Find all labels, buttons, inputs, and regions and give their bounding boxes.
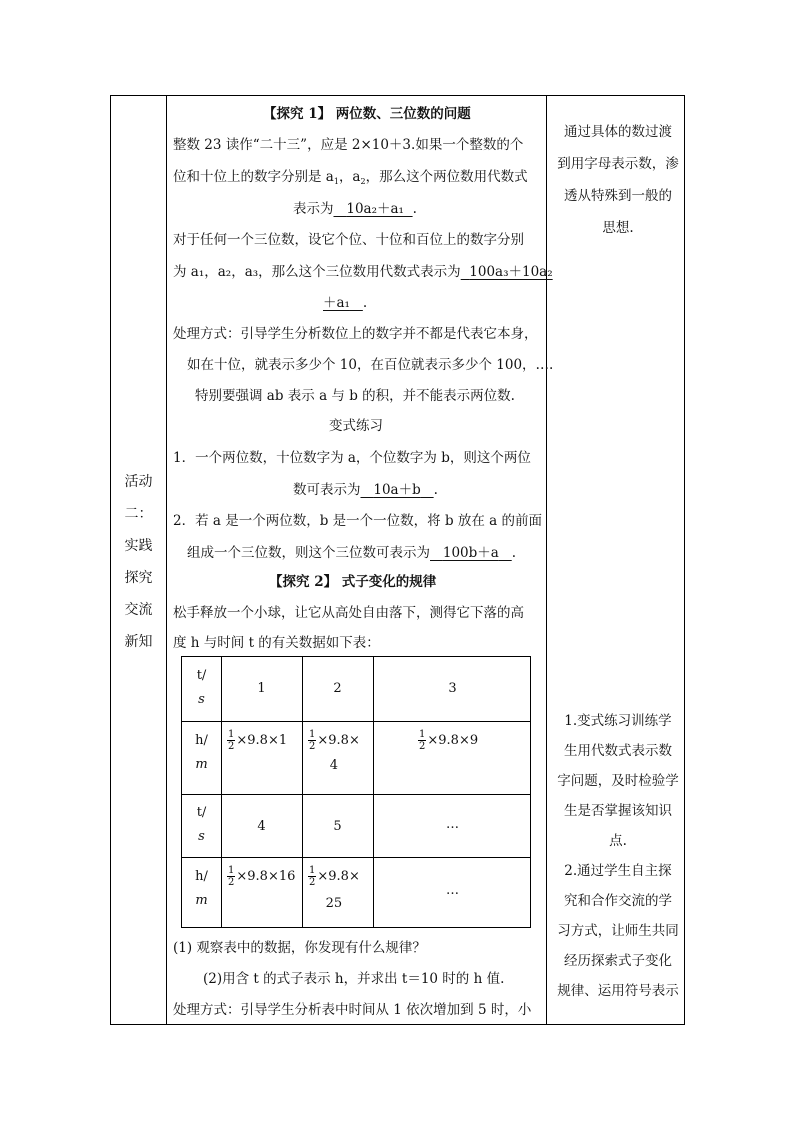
section-title: 变式练习: [329, 418, 383, 434]
row-header-t: [182, 801, 221, 849]
column-divider: [546, 96, 547, 1024]
table-cell: 2: [333, 681, 342, 696]
table-cell: …: [446, 883, 459, 898]
paragraph-line: 位和十位上的数字分别是 $a_1$，$a_2$，那么这个两位数用代数式: [173, 169, 528, 186]
note-line: 字问题，及时检验学: [557, 773, 679, 789]
expr: ×9.8×16: [236, 869, 296, 884]
activity-label-line: 实践: [124, 538, 153, 554]
answer-blank: [430, 545, 512, 561]
answer-blank: [334, 201, 413, 217]
activity-label: [111, 466, 166, 658]
text: 组成一个三位数，则这个三位数可表示为: [187, 545, 430, 561]
expr-cont: 4: [329, 758, 339, 773]
table-cell: [418, 729, 478, 752]
note-line: 通过具体的数过渡: [564, 124, 672, 140]
fraction-half: [418, 729, 426, 752]
expr: ×9.8×9: [427, 733, 479, 748]
unit: s: [198, 692, 205, 707]
denominator: 2: [309, 741, 316, 752]
paragraph-line: 处理方式：引导学生分析数位上的数字并不都是代表它本身，: [173, 326, 538, 342]
exercise-line: 2．若 a 是一个两位数，b 是一个一位数，将 b 放在 a 的前面: [173, 513, 543, 529]
exercise-line: 1．一个两位数，十位数字为 a，个位数字为 b，则这个两位: [173, 450, 531, 466]
answer-text: ＋a₁: [323, 295, 350, 311]
table-divider: [182, 794, 530, 795]
activity-label-line: 二：: [124, 506, 153, 522]
table-cell: [227, 729, 287, 752]
table-cell: 1: [257, 681, 266, 696]
text: .: [433, 482, 438, 498]
activity-label-line: 新知: [124, 634, 153, 650]
numerator: 1: [419, 729, 426, 740]
row-header-h: [182, 729, 221, 777]
answer-blank: [323, 295, 363, 311]
question-line: (1) 观察表中的数据，你发现有什么规律？: [173, 940, 426, 956]
text: 为 a₁，a₂，a₃，那么这个三位数用代数式表示为: [173, 264, 461, 280]
numerator: 1: [228, 729, 235, 740]
expr: ×9.8×1: [236, 733, 288, 748]
table-cell: 5: [333, 819, 342, 834]
activity-label-line: 交流: [124, 602, 153, 618]
exercise-line: [187, 543, 516, 563]
paragraph-line: [293, 199, 417, 219]
explore2-title: 【探究 2】 式子变化的规律: [269, 574, 437, 590]
fraction-half: [308, 865, 316, 888]
unit: m: [195, 893, 208, 908]
answer-text: 10a₂＋a₁: [346, 201, 404, 217]
paragraph-line: [173, 262, 553, 282]
answer-text: 100a₃＋10a₂: [469, 264, 553, 280]
expr: ×9.8×: [317, 869, 360, 884]
note-line: 规律、运用符号表示: [557, 983, 679, 999]
paragraph-line: 对于任何一个三位数，设它个位、十位和百位上的数字分别: [173, 232, 524, 248]
answer-text: 10a＋b: [373, 482, 421, 498]
note-line: 到用字母表示数，渗: [557, 156, 679, 172]
label: h/: [195, 733, 208, 748]
table-cell: [308, 729, 360, 773]
row-header-t: [182, 664, 221, 712]
text: ，那么这个两位数用代数式: [365, 169, 528, 185]
intent-note-1: [554, 116, 682, 244]
unit: s: [198, 829, 205, 844]
table-cell: …: [446, 817, 459, 832]
denominator: 2: [419, 741, 426, 752]
paragraph-line: 松手释放一个小球，让它从高处自由落下，测得它下落的高: [173, 605, 524, 621]
note-line: 思想.: [602, 220, 634, 236]
numerator: 1: [309, 729, 316, 740]
table-cell: 4: [257, 819, 266, 834]
paragraph-line: 如在十位，就表示多少个 10，在百位就表示多少个 100，….: [187, 357, 554, 373]
content-column: [173, 96, 554, 1024]
numerator: 1: [309, 865, 316, 876]
note-line: 经历探索式子变化: [564, 953, 672, 969]
denominator: 2: [309, 877, 316, 888]
paragraph-line: 特别要强调 ab 表示 a 与 b 的积，并不能表示两位数.: [195, 388, 515, 404]
text: .: [362, 295, 368, 311]
fraction-half: [308, 729, 316, 752]
label: t/: [196, 805, 207, 820]
activity-column: [111, 96, 166, 1024]
note-line: 生是否掌握该知识: [564, 803, 672, 819]
numerator: 1: [228, 865, 235, 876]
fall-data-table: [181, 656, 531, 928]
table-divider: [182, 721, 530, 722]
note-line: 透从特殊到一般的: [564, 188, 672, 204]
expr: ×9.8×: [317, 733, 360, 748]
explore1-title: 【探究 1】 两位数、三位数的问题: [263, 106, 471, 122]
lesson-table: [110, 95, 685, 1025]
fraction-half: [227, 865, 235, 888]
text: .: [412, 201, 417, 217]
activity-label-line: 活动: [124, 474, 153, 490]
activity-label-line: 探究: [124, 570, 153, 586]
label: h/: [195, 869, 208, 884]
denominator: 2: [228, 741, 235, 752]
table-cell: [227, 865, 295, 888]
table-divider: [302, 657, 303, 927]
note-line: 生用代数式表示数: [564, 743, 672, 759]
table-cell: 3: [448, 681, 457, 696]
note-line: 点.: [609, 833, 627, 849]
column-divider: [166, 96, 167, 1024]
paragraph-line: 度 h 与时间 t 的有关数据如下表：: [173, 635, 380, 651]
paragraph-line: 整数 23 读作“二十三”，应是 2×10＋3.如果一个整数的个: [173, 137, 524, 153]
design-intent-column: [554, 96, 682, 1024]
answer-text: 100b＋a: [442, 545, 499, 561]
paragraph-line: [323, 293, 367, 313]
table-divider: [182, 857, 530, 858]
table-cell: [308, 865, 360, 911]
text: ，a: [338, 169, 361, 185]
unit: m: [195, 757, 208, 772]
denominator: 2: [228, 877, 235, 888]
exercise-line: [293, 480, 438, 500]
answer-blank: [461, 264, 553, 280]
label: t/: [196, 668, 207, 683]
fraction-half: [227, 729, 235, 752]
note-line: 习方式，让师生共同: [557, 923, 679, 939]
text: 位和十位上的数字分别是 a: [173, 169, 334, 185]
text: 数可表示为: [293, 482, 361, 498]
note-line: 1.变式练习训练学: [564, 713, 672, 729]
row-header-h: [182, 865, 221, 913]
answer-blank: [361, 482, 434, 498]
text: 表示为: [293, 201, 334, 217]
expr-cont: 25: [325, 896, 343, 911]
paragraph-line: 处理方式：引导学生分析表中时间从 1 依次增加到 5 时，小: [173, 1002, 532, 1018]
note-line: 究和合作交流的学: [564, 893, 672, 909]
intent-note-2: [554, 706, 682, 1006]
question-line: (2)用含 t 的式子表示 h，并求出 t＝10 时的 h 值.: [203, 971, 505, 987]
table-divider: [221, 657, 222, 927]
note-line: 2.通过学生自主探: [564, 863, 672, 879]
text: .: [511, 545, 517, 561]
